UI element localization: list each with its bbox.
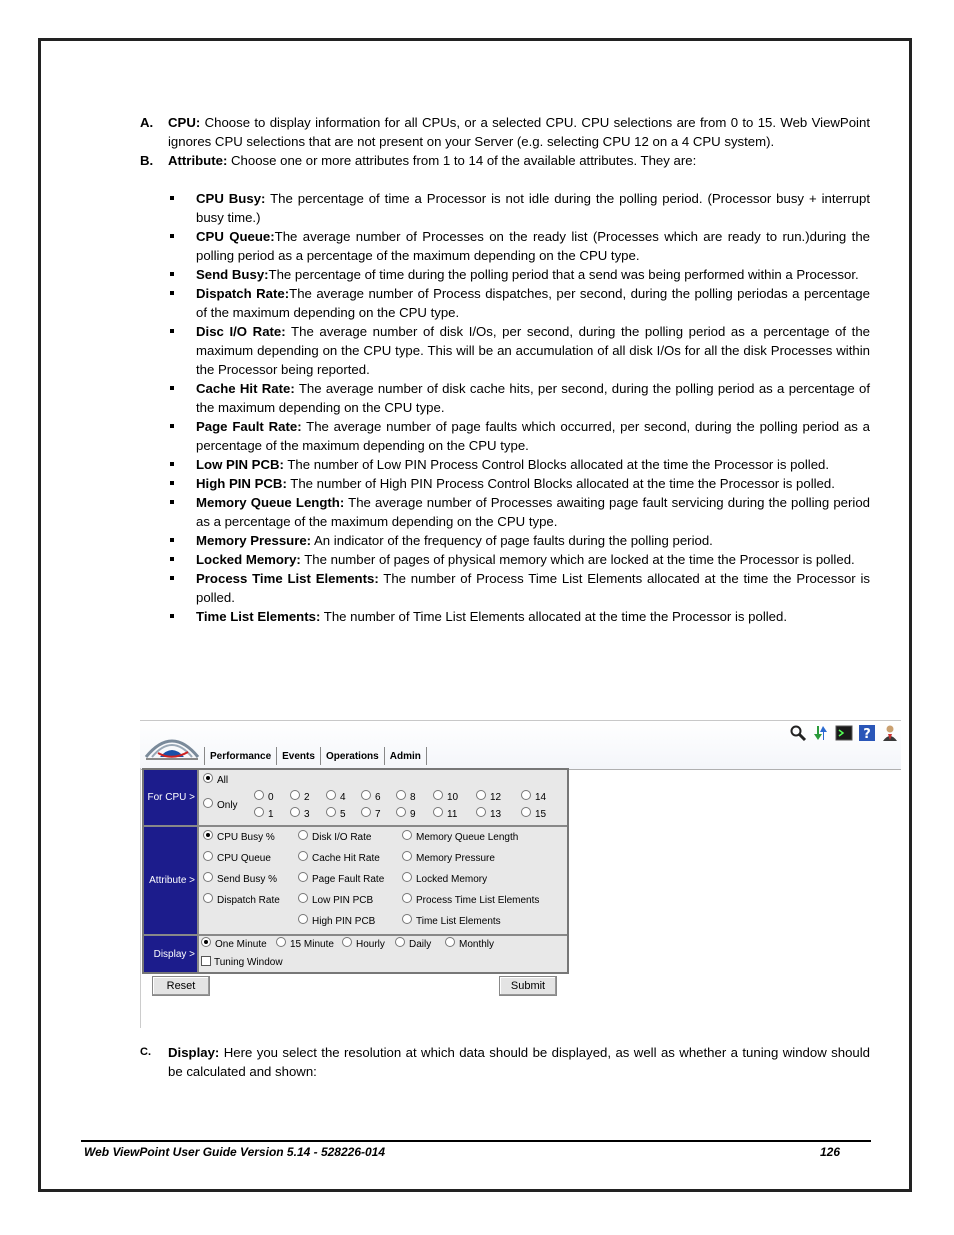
- bullet-icon: [170, 234, 174, 238]
- radio-icon: [402, 830, 412, 840]
- radio-icon: [203, 872, 213, 882]
- bullet-text: The number of Low PIN Process Control Blocks allocated at the time the Processor is polled.: [283, 457, 830, 472]
- reset-button[interactable]: Reset: [152, 976, 210, 996]
- cpu-option[interactable]: [361, 792, 381, 803]
- attribute-list-item: [140, 322, 870, 379]
- radio-icon: [433, 790, 443, 800]
- bullet-text: The average number of disk I/Os, per second, during the polling period as a percentage of the maximum depending on the CPU type. This will be an accumulation of all disk I/Os for all the disk Processes within the Processor being reported.: [196, 324, 871, 377]
- radio-icon: [254, 807, 264, 817]
- bullet-text: The number of High PIN Process Control Blocks allocated at the time the Processor is polled.: [286, 476, 835, 491]
- cpu-option[interactable]: [476, 792, 501, 803]
- radio-icon: [433, 807, 443, 817]
- cpu-option[interactable]: [290, 809, 310, 820]
- bullet-term: Time List Elements:: [196, 609, 321, 624]
- option-label: 12: [490, 792, 502, 803]
- radio-selected-icon: [203, 830, 213, 840]
- submit-button[interactable]: Submit: [499, 976, 557, 996]
- option-label: CPU Queue: [217, 853, 271, 864]
- option-label: 3: [304, 809, 310, 820]
- toolbar-icons: [788, 723, 899, 742]
- radio-icon: [396, 790, 406, 800]
- radio-icon: [361, 807, 371, 817]
- bullet-term: Low PIN PCB:: [196, 457, 284, 472]
- item-term: Display:: [168, 1045, 220, 1060]
- option-label: 7: [375, 809, 381, 820]
- bullet-text: The percentage of time during the polling period that a send was being performed within a Processor.: [268, 267, 859, 282]
- radio-icon: [402, 872, 412, 882]
- option-label: CPU Busy %: [217, 832, 275, 843]
- display-row: [144, 936, 567, 972]
- option-label: Cache Hit Rate: [312, 853, 380, 864]
- attribute-option[interactable]: [402, 832, 518, 843]
- option-label: Process Time List Elements: [416, 895, 540, 906]
- attribute-option[interactable]: [402, 916, 501, 927]
- user-icon[interactable]: [880, 723, 899, 742]
- bullet-text: The number of Process Time List Elements allocated at the time the Processor is polled.: [196, 571, 870, 605]
- attribute-list-item: [140, 474, 870, 493]
- bullet-icon: [170, 576, 174, 580]
- footer-title: Web ViewPoint User Guide Version 5.14 - 528226-014: [84, 1145, 386, 1159]
- radio-icon: [203, 798, 213, 808]
- attribute-list-item: [140, 417, 870, 455]
- web-viewpoint-screenshot: [140, 720, 901, 1028]
- radio-icon: [396, 807, 406, 817]
- help-icon[interactable]: [857, 723, 876, 742]
- item-marker: B.: [140, 153, 154, 168]
- attribute-list-item: [140, 607, 870, 626]
- bullet-term: CPU Busy:: [196, 191, 266, 206]
- app-header: [140, 720, 901, 770]
- cpu-all-option[interactable]: [203, 775, 228, 786]
- radio-icon: [521, 807, 531, 817]
- attribute-list-item: [140, 550, 870, 569]
- bullet-text: The number of Time List Elements allocated at the time the Processor is polled.: [320, 609, 788, 624]
- attribute-row: [144, 827, 567, 936]
- attribute-list-item: [140, 189, 870, 227]
- bullet-text: The percentage of time a Processor is not idle during the polling period. (Processor busy + interrupt busy time.): [196, 191, 870, 225]
- attribute-list-item: [140, 265, 870, 284]
- option-label: Time List Elements: [416, 916, 501, 927]
- bullet-term: Locked Memory:: [196, 552, 301, 567]
- bullet-icon: [170, 291, 174, 295]
- svg-text:?: ?: [862, 726, 871, 742]
- cpu-option[interactable]: [396, 809, 416, 820]
- item-term: CPU:: [168, 115, 201, 130]
- option-label: Disk I/O Rate: [312, 832, 372, 843]
- item-text: Choose to display information for all CPUs, or a selected CPU. CPU selections are from 0 to 15. Web ViewPoint ignores CPU selections that are not present on your Server (e.g. selecting CPU 12 on a 4 CPU system).: [168, 115, 870, 149]
- attribute-list-item: [140, 379, 870, 417]
- attribute-list-item: [140, 284, 870, 322]
- option-label: Monthly: [459, 939, 495, 950]
- attribute-list-item: [140, 455, 870, 474]
- search-icon[interactable]: [788, 723, 807, 742]
- bullet-icon: [170, 424, 174, 428]
- option-label: Dispatch Rate: [217, 895, 280, 906]
- display-option[interactable]: [201, 939, 267, 950]
- option-label: Daily: [409, 939, 432, 950]
- option-label: 6: [375, 792, 381, 803]
- radio-icon: [402, 851, 412, 861]
- cpu-option[interactable]: [433, 792, 458, 803]
- option-label: 14: [535, 792, 547, 803]
- bullet-term: Disc I/O Rate:: [196, 324, 286, 339]
- attribute-option[interactable]: [203, 832, 275, 843]
- attribute-option[interactable]: [298, 874, 384, 885]
- bullet-term: Dispatch Rate:: [196, 286, 290, 301]
- bullet-text: The number of pages of physical memory which are locked at the time the Processor is polled.: [300, 552, 855, 567]
- terminal-icon[interactable]: [834, 723, 853, 742]
- radio-icon: [326, 790, 336, 800]
- bullet-term: Memory Pressure:: [196, 533, 312, 548]
- bullet-icon: [170, 614, 174, 618]
- option-label: One Minute: [215, 939, 267, 950]
- attribute-option[interactable]: [203, 853, 271, 864]
- bullet-icon: [170, 196, 174, 200]
- radio-icon: [254, 790, 264, 800]
- cpu-all-label: All: [217, 775, 229, 786]
- bullet-term: Memory Queue Length:: [196, 495, 345, 510]
- cpu-option[interactable]: [396, 792, 416, 803]
- radio-icon: [203, 893, 213, 903]
- option-label: Send Busy %: [217, 874, 278, 885]
- item-attribute: [140, 151, 870, 170]
- bullet-icon: [170, 481, 174, 485]
- cpu-options: [199, 770, 567, 825]
- attribute-list: [140, 189, 870, 626]
- attribute-label: Attribute >: [144, 827, 199, 934]
- attribute-option[interactable]: [402, 895, 539, 906]
- cpu-option[interactable]: [521, 809, 546, 820]
- item-term: Attribute:: [168, 153, 228, 168]
- cpu-option[interactable]: [361, 809, 381, 820]
- display-options: [199, 936, 567, 972]
- nav-tab[interactable]: Events: [277, 747, 321, 765]
- attribute-list-item: [140, 493, 870, 531]
- frame-edge: [140, 768, 141, 1028]
- option-label: 1: [268, 809, 274, 820]
- item-display-section: [140, 1043, 870, 1081]
- option-label: 15: [535, 809, 547, 820]
- nav-tab[interactable]: Operations: [321, 747, 385, 765]
- attribute-option[interactable]: [402, 874, 487, 885]
- radio-icon: [395, 937, 405, 947]
- attribute-list-item: [140, 227, 870, 265]
- item-marker: C.: [140, 1046, 151, 1058]
- bullet-term: CPU Queue:: [196, 229, 275, 244]
- radio-icon: [342, 937, 352, 947]
- cpu-row: [144, 770, 567, 827]
- cpu-option[interactable]: [476, 809, 501, 820]
- page-number: 126: [820, 1145, 841, 1159]
- attribute-option[interactable]: [203, 895, 280, 906]
- option-label: 11: [447, 809, 458, 820]
- radio-selected-icon: [201, 937, 211, 947]
- attribute-list-item: [140, 531, 870, 550]
- attribute-option[interactable]: [203, 874, 277, 885]
- option-label: High PIN PCB: [312, 916, 376, 927]
- cpu-form: [142, 768, 569, 974]
- nav-tab[interactable]: Performance: [204, 747, 277, 765]
- bullet-text: The average number of Processes awaiting page fault servicing during the polling period as a percentage of the maximum depending on the CPU type.: [196, 495, 870, 529]
- radio-icon: [476, 807, 486, 817]
- bullet-text: An indicator of the frequency of page faults during the polling period.: [311, 533, 713, 548]
- bullet-term: Send Busy:: [196, 267, 269, 282]
- attribute-option[interactable]: [298, 895, 373, 906]
- display-label: Display >: [144, 936, 199, 972]
- bullet-icon: [170, 500, 174, 504]
- item-cpu: [140, 113, 870, 151]
- tuning-window-label: Tuning Window: [214, 957, 283, 968]
- main-nav: [204, 747, 427, 767]
- radio-icon: [402, 893, 412, 903]
- attribute-option[interactable]: [298, 832, 371, 843]
- attribute-option[interactable]: [298, 916, 375, 927]
- bullet-term: Cache Hit Rate:: [196, 381, 295, 396]
- bullet-term: High PIN PCB:: [196, 476, 287, 491]
- radio-icon: [290, 807, 300, 817]
- cpu-option[interactable]: [254, 792, 274, 803]
- bullet-term: Process Time List Elements:: [196, 571, 379, 586]
- bullet-text: The average number of page faults which occurred, per second, during the polling period as a percentage of the maximum depending on the CPU type.: [196, 419, 870, 453]
- option-label: Memory Pressure: [416, 853, 495, 864]
- display-option[interactable]: [276, 939, 334, 950]
- bullet-icon: [170, 462, 174, 466]
- radio-icon: [298, 914, 308, 924]
- cpu-option[interactable]: [521, 792, 546, 803]
- radio-icon: [326, 807, 336, 817]
- display-option[interactable]: [342, 939, 385, 950]
- bullet-icon: [170, 329, 174, 333]
- option-label: Memory Queue Length: [416, 832, 519, 843]
- option-label: 0: [268, 792, 274, 803]
- tuning-window-option[interactable]: [201, 957, 283, 968]
- option-label: 9: [410, 809, 416, 820]
- cpu-option[interactable]: [326, 792, 346, 803]
- cpu-label: For CPU >: [144, 770, 199, 825]
- option-label: Page Fault Rate: [312, 874, 385, 885]
- radio-icon: [361, 790, 371, 800]
- radio-icon: [290, 790, 300, 800]
- radio-icon: [298, 830, 308, 840]
- cpu-only-option[interactable]: [203, 800, 238, 811]
- option-label: 4: [340, 792, 346, 803]
- display-option[interactable]: [445, 939, 494, 950]
- cpu-only-label: Only: [217, 800, 238, 811]
- document-body: [140, 113, 870, 626]
- display-option[interactable]: [395, 939, 431, 950]
- checkbox-icon: [201, 956, 211, 966]
- item-display: [140, 1043, 870, 1081]
- cpu-option[interactable]: [254, 809, 274, 820]
- item-marker: A.: [140, 115, 154, 130]
- option-label: 10: [447, 792, 459, 803]
- radio-icon: [298, 851, 308, 861]
- bullet-icon: [170, 386, 174, 390]
- attribute-options: [199, 827, 567, 934]
- footer-divider: [81, 1140, 871, 1142]
- radio-icon: [276, 937, 286, 947]
- bullet-text: The average number of Processes on the ready list (Processes which are ready to run.)during the polling period as a percentage of the maximum depending on the CPU type.: [196, 229, 870, 263]
- radio-icon: [445, 937, 455, 947]
- bullet-text: The average number of Process dispatches, per second, during the polling periodas a percentage of the maximum depending on the CPU type.: [196, 286, 870, 320]
- radio-icon: [203, 851, 213, 861]
- radio-icon: [402, 914, 412, 924]
- attribute-option[interactable]: [298, 853, 380, 864]
- radio-icon: [298, 893, 308, 903]
- cpu-option[interactable]: [290, 792, 310, 803]
- bullet-text: The average number of disk cache hits, per second, during the polling period as a percentage of the maximum depending on the CPU type.: [196, 381, 870, 415]
- bullet-term: Page Fault Rate:: [196, 419, 302, 434]
- attribute-list-item: [140, 569, 870, 607]
- bullet-icon: [170, 272, 174, 276]
- app-logo-icon: [144, 731, 200, 761]
- radio-icon: [476, 790, 486, 800]
- cpu-option[interactable]: [433, 809, 457, 820]
- item-text: Here you select the resolution at which data should be displayed, as well as whether a tuning window should be calculated and shown:: [168, 1045, 870, 1079]
- option-label: 13: [490, 809, 502, 820]
- radio-icon: [298, 872, 308, 882]
- item-text: Choose one or more attributes from 1 to 14 of the available attributes. They are:: [227, 153, 697, 168]
- option-label: 2: [304, 792, 310, 803]
- radio-selected-icon: [203, 773, 213, 783]
- bullet-icon: [170, 538, 174, 542]
- option-label: Low PIN PCB: [312, 895, 374, 906]
- radio-icon: [521, 790, 531, 800]
- refresh-icon[interactable]: [811, 723, 830, 742]
- nav-tab[interactable]: Admin: [385, 747, 427, 765]
- attribute-option[interactable]: [402, 853, 495, 864]
- option-label: Hourly: [356, 939, 385, 950]
- option-label: Locked Memory: [416, 874, 488, 885]
- option-label: 15 Minute: [290, 939, 334, 950]
- option-label: 8: [410, 792, 416, 803]
- cpu-option[interactable]: [326, 809, 346, 820]
- bullet-icon: [170, 557, 174, 561]
- option-label: 5: [340, 809, 346, 820]
